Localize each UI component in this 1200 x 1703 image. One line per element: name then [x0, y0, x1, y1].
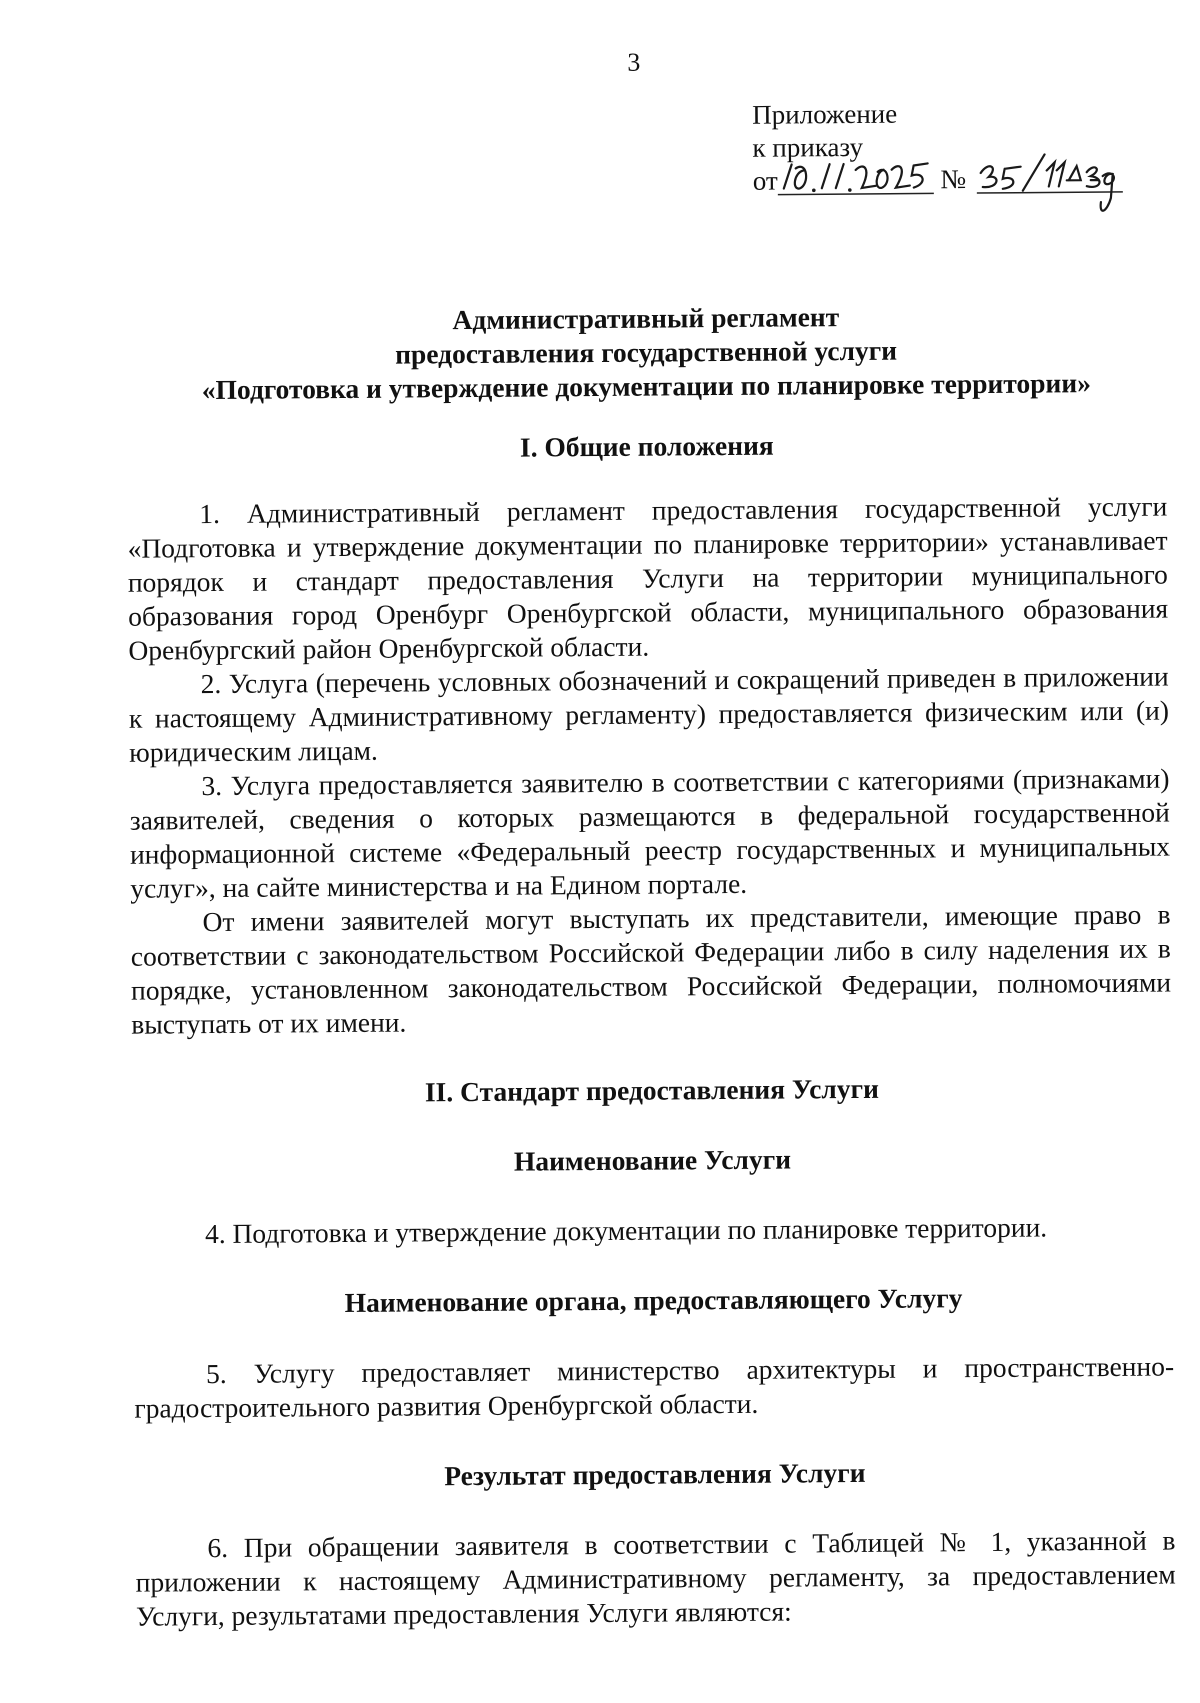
subsection-result-heading: Результат предоставления Услуги	[444, 1456, 866, 1492]
appendix-block	[752, 96, 1123, 198]
title-line-1: Административный регламент	[452, 301, 840, 336]
paragraph-3b: От имени заявителей могут выступать их представители, имеющие право в соответствии с законодательством Российской Федерации либо в силу наделения их в порядке, установленном законодательством Российской Федерации, полномочиями выступать от их имени.	[130, 898, 1172, 1040]
subsection-service-name-heading: Наименование Услуги	[513, 1143, 792, 1177]
handwritten-date	[778, 187, 934, 189]
subsection-authority-heading: Наименование органа, предоставляющего Услугу	[344, 1282, 963, 1319]
appendix-order-label: к приказу	[752, 131, 864, 163]
title-line-3: «Подготовка и утверждение документации по планировке территории»	[201, 367, 1092, 406]
number-sign: №	[940, 164, 967, 195]
title-line-2: предоставления государственной услуги	[395, 334, 898, 370]
paragraph-3: 3. Услуга предоставляется заявителю в соответствии с категориями (признаками) заявителей, сведения о которых размещаются в федеральной государственной информационной системе «Федеральный реестр государственных и муниципальных услуг», на сайте министерства и на Едином портале.	[129, 762, 1171, 904]
paragraph-4: 4. Подготовка и утверждение документации по планировке территории.	[204, 1211, 1048, 1250]
section-1-heading: I. Общие положения	[519, 429, 774, 463]
handwritten-number	[973, 186, 1123, 188]
page-number: 3	[627, 47, 641, 77]
paragraph-1: 1. Административный регламент предоставления государственной услуги «Подготовка и утверждение документации по планировке территории» устанавливает порядок и стандарт предоставления Услуги на территории муниципального образования город Оренбург Оренбургской области, муниципального образования Оренбургский район Оренбургской области.	[127, 490, 1169, 666]
document-title	[126, 298, 1167, 408]
document-body	[127, 426, 1176, 1634]
from-prefix: от	[752, 165, 778, 196]
appendix-label: Приложение	[752, 98, 898, 130]
paragraph-2: 2. Услуга (перечень условных обозначений и сокращений приведен в приложении к настоящему Административному регламенту) предоставляется физическим или (и) юридическим лицам.	[128, 660, 1170, 768]
appendix-date-number-line	[753, 162, 1123, 198]
paragraph-5: 5. Услугу предоставляет министерство архитектуры и пространственно-градостроительного развития Оренбургской области.	[134, 1350, 1175, 1424]
section-2-heading: II. Стандарт предоставления Услуги	[424, 1072, 880, 1108]
paragraph-6: 6. При обращении заявителя в соответствии с Таблицей № 1, указанной в приложении к настоящему Административному регламенту, за предоставлением Услуги, результатами предоставления Услуги являются:	[135, 1524, 1176, 1632]
